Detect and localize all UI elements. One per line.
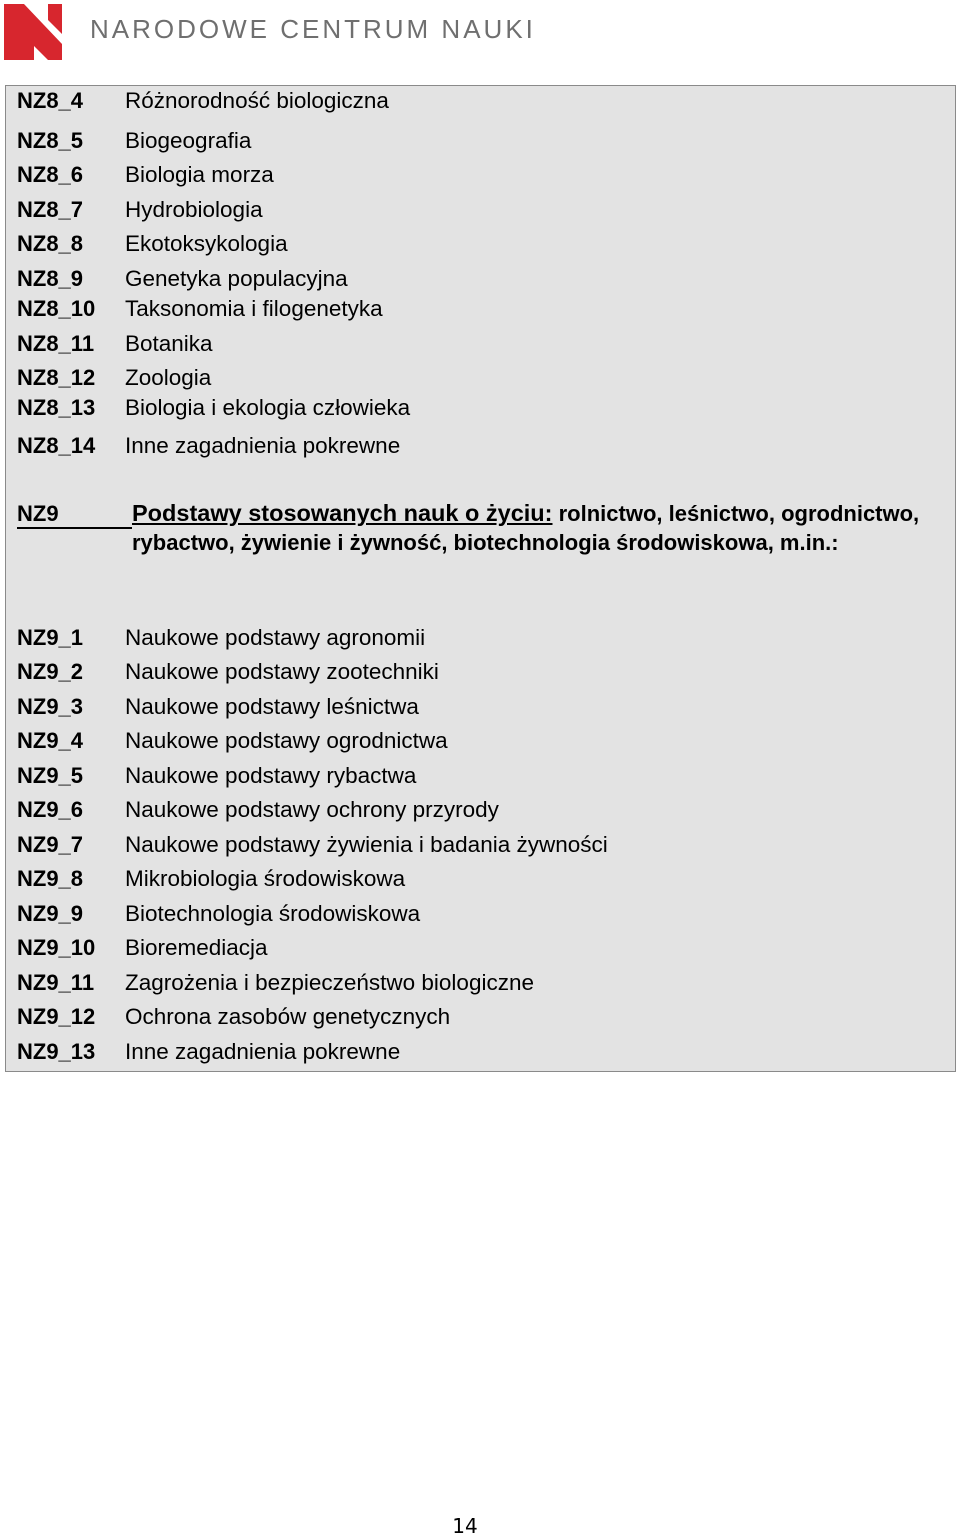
discipline-code: NZ9_1 bbox=[17, 625, 84, 650]
nz9-section-header bbox=[6, 499, 955, 609]
discipline-label: Zoologia bbox=[125, 365, 212, 390]
discipline-label: Naukowe podstawy rybactwa bbox=[125, 763, 417, 788]
discipline-label: Naukowe podstawy leśnictwa bbox=[125, 694, 419, 719]
discipline-row bbox=[6, 1002, 955, 1032]
discipline-row bbox=[6, 329, 955, 359]
discipline-row bbox=[6, 1037, 955, 1067]
discipline-code: NZ9_4 bbox=[17, 728, 84, 753]
discipline-list-panel bbox=[5, 85, 956, 1072]
discipline-code: NZ8_10 bbox=[17, 296, 96, 321]
discipline-label: Bioremediacja bbox=[125, 935, 268, 960]
discipline-row bbox=[6, 126, 955, 156]
discipline-label: Naukowe podstawy agronomii bbox=[125, 625, 426, 650]
discipline-row bbox=[6, 623, 955, 653]
discipline-label: Naukowe podstawy ochrony przyrody bbox=[125, 797, 499, 822]
discipline-code: NZ8_14 bbox=[17, 433, 96, 458]
discipline-label: Biotechnologia środowiskowa bbox=[125, 901, 421, 926]
discipline-label: Inne zagadnienia pokrewne bbox=[125, 433, 401, 458]
discipline-label: Ochrona zasobów genetycznych bbox=[125, 1004, 451, 1029]
discipline-code: NZ9_12 bbox=[17, 1004, 96, 1029]
discipline-row bbox=[6, 393, 955, 423]
discipline-row bbox=[6, 795, 955, 825]
discipline-code: NZ9_10 bbox=[17, 935, 96, 960]
discipline-row bbox=[6, 431, 955, 461]
discipline-label: Naukowe podstawy ogrodnictwa bbox=[125, 728, 448, 753]
discipline-label: Naukowe podstawy żywienia i badania żywności bbox=[125, 832, 608, 857]
discipline-code: NZ9_11 bbox=[17, 970, 95, 995]
discipline-code: NZ9_8 bbox=[17, 866, 84, 891]
discipline-row bbox=[6, 160, 955, 190]
discipline-code: NZ9_5 bbox=[17, 763, 84, 788]
discipline-row bbox=[6, 657, 955, 687]
discipline-row bbox=[6, 363, 955, 393]
page-number: 14 bbox=[452, 1514, 478, 1538]
discipline-label: Inne zagadnienia pokrewne bbox=[125, 1039, 401, 1064]
discipline-code: NZ9_6 bbox=[17, 797, 84, 822]
section-title bbox=[132, 499, 932, 557]
discipline-label: Naukowe podstawy zootechniki bbox=[125, 659, 439, 684]
discipline-code: NZ8_11 bbox=[17, 331, 95, 356]
discipline-label: Taksonomia i filogenetyka bbox=[125, 296, 383, 321]
discipline-row bbox=[6, 294, 955, 324]
discipline-row bbox=[6, 726, 955, 756]
discipline-code: NZ8_13 bbox=[17, 395, 96, 420]
discipline-row bbox=[6, 692, 955, 722]
discipline-row bbox=[6, 761, 955, 791]
discipline-label: Biogeografia bbox=[125, 128, 252, 153]
discipline-label: Zagrożenia i bezpieczeństwo biologiczne bbox=[125, 970, 534, 995]
discipline-code: NZ8_8 bbox=[17, 231, 84, 256]
discipline-row bbox=[6, 86, 955, 116]
discipline-code: NZ8_7 bbox=[17, 197, 84, 222]
discipline-row bbox=[6, 229, 955, 259]
discipline-code: NZ8_5 bbox=[17, 128, 84, 153]
section-heading: Podstawy stosowanych nauk o życiu: bbox=[132, 500, 553, 526]
discipline-code: NZ8_12 bbox=[17, 365, 96, 390]
section-description: rolnictwo, leśnictwo, ogrodnictwo, rybactwo, żywienie i żywność, biotechnologia środowiskowa, m.in.: bbox=[132, 501, 920, 555]
discipline-row bbox=[6, 933, 955, 963]
discipline-row bbox=[6, 968, 955, 998]
discipline-label: Genetyka populacyjna bbox=[125, 266, 348, 291]
organization-name: NARODOWE CENTRUM NAUKI bbox=[90, 14, 536, 44]
discipline-label: Hydrobiologia bbox=[125, 197, 263, 222]
discipline-code: NZ9_13 bbox=[17, 1039, 96, 1064]
discipline-code: NZ8_4 bbox=[17, 88, 84, 113]
discipline-label: Różnorodność biologiczna bbox=[125, 88, 389, 113]
discipline-row bbox=[6, 830, 955, 860]
discipline-code: NZ9_7 bbox=[17, 832, 84, 857]
discipline-code: NZ8_9 bbox=[17, 266, 84, 291]
page-header bbox=[0, 0, 960, 70]
discipline-code: NZ8_6 bbox=[17, 162, 84, 187]
discipline-row bbox=[6, 264, 955, 294]
discipline-label: Ekotoksykologia bbox=[125, 231, 288, 256]
discipline-code: NZ9_2 bbox=[17, 659, 84, 684]
discipline-label: Biologia morza bbox=[125, 162, 274, 187]
discipline-label: Mikrobiologia środowiskowa bbox=[125, 866, 406, 891]
discipline-label: Biologia i ekologia człowieka bbox=[125, 395, 411, 420]
ncn-logo-icon bbox=[4, 4, 62, 60]
discipline-row bbox=[6, 195, 955, 225]
discipline-code: NZ9_3 bbox=[17, 694, 84, 719]
discipline-label: Botanika bbox=[125, 331, 213, 356]
discipline-row bbox=[6, 864, 955, 894]
section-code: NZ9 bbox=[17, 499, 132, 529]
discipline-row bbox=[6, 899, 955, 929]
discipline-code: NZ9_9 bbox=[17, 901, 84, 926]
